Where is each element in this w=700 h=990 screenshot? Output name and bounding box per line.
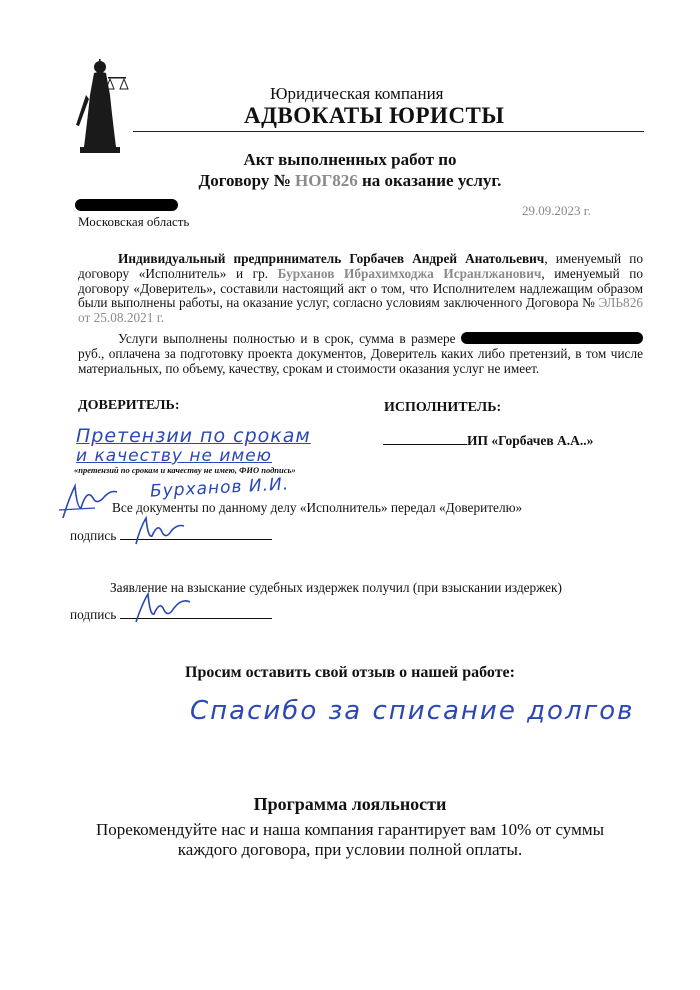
statement-text: Заявление на взыскание судебных издержек получил (при взыскании издержек)	[110, 580, 562, 595]
loyalty-line-2: каждого договора, при условии полной оплаты.	[177, 840, 523, 859]
loyalty-title: Программа лояльности	[253, 794, 447, 814]
body-paragraph-1	[78, 252, 643, 326]
act-title-suffix: на оказание услуг.	[362, 171, 502, 190]
signature-label: подпись	[70, 528, 117, 543]
p2-text-a: Услуги выполнены полностью и в срок, сумма в размере	[118, 331, 456, 346]
signature-1-icon	[128, 510, 188, 548]
signature-label-2: подпись	[70, 607, 117, 622]
client-label: ДОВЕРИТЕЛЬ:	[78, 398, 180, 413]
company-name: АДВОКАТЫ ЮРИСТЫ	[244, 103, 505, 128]
loyalty-line-1: Порекомендуйте нас и наша компания гарантирует вам 10% от суммы	[95, 820, 605, 839]
act-title-line2	[0, 171, 700, 191]
handwritten-client-name: Бурханов И.И.	[149, 474, 290, 502]
docs-transfer-text: Все документы по данному делу «Исполнитель» передал «Доверителю»	[112, 500, 523, 515]
executor-sign-name: ИП «Горбачев А.А..»	[467, 433, 594, 448]
executor-sign-line	[383, 444, 467, 445]
signature-2-icon	[128, 588, 198, 626]
client-name: Бурханов Ибрахимходжа Исранлжанович	[277, 265, 542, 281]
contract-code: НОГ826	[295, 171, 358, 190]
body-paragraph-2	[78, 332, 643, 376]
executor-label: ИСПОЛНИТЕЛЬ:	[384, 400, 502, 415]
company-type: Юридическая компания	[270, 84, 444, 103]
executor-signature	[383, 433, 593, 449]
claim-note: «претензий по срокам и качеству не имею, ФИО подпись»	[74, 465, 296, 475]
handwritten-review: Спасибо за списание долгов	[190, 696, 635, 726]
redacted-city	[75, 199, 178, 211]
act-date: 29.09.2023 г.	[522, 203, 591, 218]
contract-ref: ЭЛЬ826 от 25.08.2021 г.	[78, 295, 643, 326]
handwritten-claim-line1: Претензии по срокам	[76, 425, 311, 447]
handwritten-claim-line2: и качеству не имею	[76, 446, 272, 466]
p1-text-b: , именуемый по договору «Доверитель», составили настоящий акт о том, что Исполнителем надлежащим образом были выполнены работы, на оказание услуг, согласно условиям заключенного Договора №	[78, 265, 644, 311]
p2-text-b: руб., оплачена за подготовку проекта документов, Доверитель каких либо претензий, в том числе материальных, по объему, качеству, срокам и стоимости оказания услуг не имеет.	[78, 345, 643, 376]
act-title-line1: Акт выполненных работ по	[243, 150, 457, 169]
executor-intro: Индивидуальный предприниматель Горбачев Андрей Анатольевич	[118, 251, 545, 266]
feedback-prompt: Просим оставить свой отзыв о нашей работе:	[185, 664, 515, 681]
act-title-prefix: Договору №	[198, 171, 291, 190]
header-rule	[133, 131, 644, 132]
p1-text-a: , именуемый по договору «Исполнитель» и гр.	[78, 251, 643, 281]
themis-statue-icon	[70, 55, 130, 155]
redacted-amount	[461, 332, 643, 344]
region: Московская область	[78, 214, 190, 229]
